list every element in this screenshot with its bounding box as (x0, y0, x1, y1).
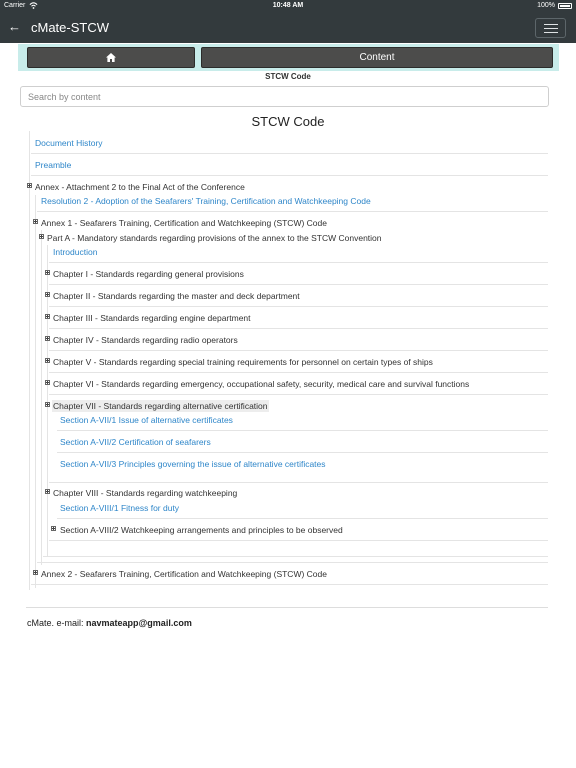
battery-percent: 100% (537, 2, 555, 9)
tree-divider (37, 211, 548, 212)
tree-item-section-a7-1[interactable]: Section A-VII/1 Issue of alternative certificates (60, 415, 233, 425)
footer (27, 618, 192, 628)
tree-item-chapter-5[interactable]: Chapter V - Standards regarding special training requirements for personnel on certain types of ships (53, 357, 433, 367)
button-strip (18, 44, 559, 71)
hamburger-line (544, 32, 558, 33)
tree-divider (49, 394, 548, 395)
status-bar (0, 0, 576, 12)
tree-item-section-a7-2[interactable]: Section A-VII/2 Certification of seafarers (60, 437, 211, 447)
expand-toggle-icon[interactable] (45, 402, 50, 407)
tree-divider (49, 540, 548, 541)
tree-item-section-a7-3[interactable]: Section A-VII/3 Principles governing the issue of alternative certificates (60, 459, 326, 469)
tree-divider (49, 262, 548, 263)
tree-divider (49, 284, 548, 285)
search-input[interactable] (20, 86, 549, 107)
arrow-left-icon[interactable]: ← (8, 19, 21, 34)
navbar (0, 12, 576, 43)
tree-item-preamble[interactable]: Preamble (35, 160, 72, 170)
expand-toggle-icon[interactable] (45, 292, 50, 297)
tree-divider (37, 562, 548, 563)
home-icon (106, 53, 116, 62)
tree-item-chapter-4[interactable]: Chapter IV - Standards regarding radio operators (53, 335, 238, 345)
footer-label: cMate. e-mail: (27, 618, 87, 628)
tree-item-document-history[interactable]: Document History (35, 138, 103, 148)
carrier-label: Carrier (4, 2, 26, 9)
tree-divider (49, 350, 548, 351)
expand-toggle-icon[interactable] (45, 336, 50, 341)
tree-divider (31, 153, 548, 154)
page-title: STCW Code (251, 114, 325, 129)
tree-divider (57, 452, 548, 453)
footer-divider (26, 607, 548, 608)
tree-divider (57, 518, 548, 519)
expand-toggle-icon[interactable] (39, 234, 44, 239)
expand-toggle-icon[interactable] (51, 526, 56, 531)
expand-toggle-icon[interactable] (45, 314, 50, 319)
tree-divider (43, 556, 548, 557)
tree-item-resolution-2[interactable]: Resolution 2 - Adoption of the Seafarers' Training, Certification and Watchkeeping Code (41, 196, 371, 206)
battery-icon (558, 3, 572, 9)
expand-toggle-icon[interactable] (27, 183, 32, 188)
tree-item-annex-1[interactable]: Annex 1 - Seafarers Training, Certification and Watchkeeping (STCW) Code (41, 218, 327, 228)
tree-divider (31, 584, 548, 585)
page-subtitle: STCW Code (265, 72, 311, 81)
home-button[interactable] (27, 47, 195, 68)
tree-item-chapter-2[interactable]: Chapter II - Standards regarding the master and deck department (53, 291, 300, 301)
tree-divider (49, 306, 548, 307)
tree-item-chapter-6[interactable]: Chapter VI - Standards regarding emergency, occupational safety, security, medical care and survival functions (53, 379, 470, 389)
tree-item-annex-attachment[interactable]: Annex - Attachment 2 to the Final Act of the Conference (35, 182, 245, 192)
clock: 10:48 AM (272, 2, 304, 9)
tree-item-introduction[interactable]: Introduction (53, 247, 98, 257)
expand-toggle-icon[interactable] (33, 570, 38, 575)
hamburger-menu-button[interactable] (535, 18, 566, 38)
tree-item-part-a[interactable]: Part A - Mandatory standards regarding provisions of the annex to the STCW Convention (47, 233, 382, 243)
tree-item-chapter-3[interactable]: Chapter III - Standards regarding engine department (53, 313, 251, 323)
tree-divider (49, 372, 548, 373)
app-title: cMate-STCW (31, 20, 109, 35)
content-button[interactable]: Content (201, 47, 553, 68)
tree-item-chapter-7[interactable]: Chapter VII - Standards regarding alternative certification (53, 401, 268, 411)
tree-guide (41, 230, 42, 565)
tree-guide (35, 195, 36, 588)
expand-toggle-icon[interactable] (33, 219, 38, 224)
tree-item-chapter-8[interactable]: Chapter VIII - Standards regarding watchkeeping (53, 488, 238, 498)
expand-toggle-icon[interactable] (45, 358, 50, 363)
footer-email[interactable]: navmateapp@gmail.com (86, 618, 192, 628)
expand-toggle-icon[interactable] (45, 380, 50, 385)
hamburger-line (544, 28, 558, 29)
tree-divider (31, 175, 548, 176)
tree-divider (49, 328, 548, 329)
expand-toggle-icon[interactable] (45, 270, 50, 275)
tree-item-section-a8-2[interactable]: Section A-VIII/2 Watchkeeping arrangements and principles to be observed (60, 525, 343, 535)
tree-divider (57, 430, 548, 431)
tree-item-section-a8-1[interactable]: Section A-VIII/1 Fitness for duty (60, 503, 180, 513)
tree-guide (29, 131, 30, 590)
tree-item-chapter-1[interactable]: Chapter I - Standards regarding general provisions (53, 269, 244, 279)
expand-toggle-icon[interactable] (45, 489, 50, 494)
tree-item-annex-2[interactable]: Annex 2 - Seafarers Training, Certification and Watchkeeping (STCW) Code (41, 569, 327, 579)
tree-divider (49, 482, 548, 483)
hamburger-menu-icon (544, 24, 558, 25)
